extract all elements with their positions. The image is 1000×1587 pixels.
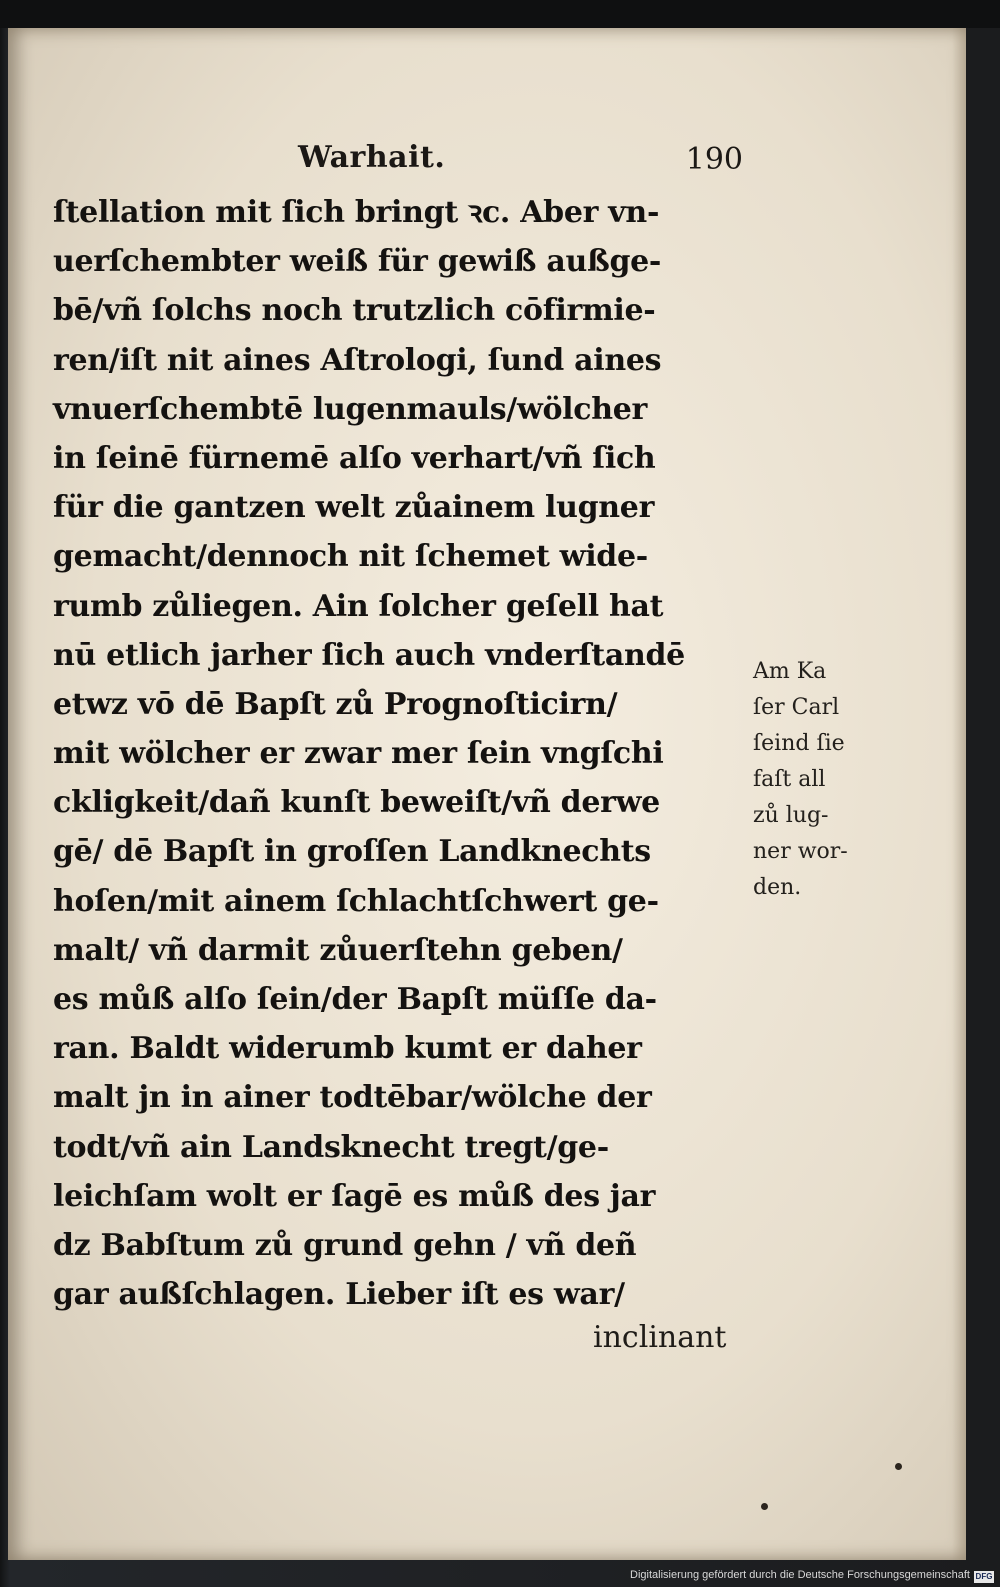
text-line: mit wölcher er zwar mer ſein vngſchi	[53, 736, 664, 772]
text-line: es můß alſo ſein/der Bapſt müſſe da‑	[53, 982, 657, 1017]
marginal-line: zů lug‑	[753, 803, 829, 828]
text-line: uerſchembter weiß für gewiß außge‑	[53, 244, 662, 280]
text-line: rumb zůliegen. Ain ſolcher geſell hat	[53, 588, 664, 624]
running-header	[298, 140, 743, 190]
text-line: hoſen/mit ainem ſchlachtſchwert ge‑	[53, 883, 659, 919]
text-line: malt jn in ainer todtēbar/wölche der	[53, 1080, 652, 1116]
text-line: todt/vñ ain Landsknecht tregt/ge‑	[53, 1129, 609, 1165]
book-cover-edge	[0, 0, 1000, 28]
text-line: in ſeinē fürnemē alſo verhart/vñ ſich	[53, 440, 656, 476]
dfg-logo: DFG	[975, 1572, 993, 1581]
digitization-credit: Digitalisierung gefördert durch die Deutsche Forschungsgemeinschaft	[630, 1569, 970, 1581]
marginal-line: Am Ka	[753, 659, 827, 684]
marginal-line: ner wor‑	[753, 839, 848, 864]
marginal-line: den.	[753, 875, 802, 900]
text-line: ckligkeit/dañ kunſt beweiſt/vñ derwe	[53, 785, 660, 821]
text-line: gar außſchlagen. Lieber iſt es war/	[53, 1277, 625, 1313]
marginal-line: ſeind ſie	[753, 731, 845, 756]
book-page	[8, 28, 966, 1560]
running-title: Warhait.	[298, 140, 446, 175]
text-line: bē/vñ ſolchs noch trutzlich cōfirmie‑	[53, 293, 656, 329]
marginal-note	[753, 654, 888, 906]
ink-speck	[761, 1503, 768, 1510]
text-line: nū etlich jarher ſich auch vnderſtandē	[53, 637, 685, 673]
text-line: für die gantzen welt zůainem lugner	[53, 490, 655, 526]
text-line: ran. Baldt widerumb kumt er daher	[53, 1031, 642, 1067]
text-line: leichſam wolt er ſagē es můß des jar	[53, 1178, 656, 1214]
main-text-block	[53, 188, 753, 1319]
text-line: malt/ vñ darmit zůuerſtehn geben/	[53, 932, 623, 968]
text-line: gē/ dē Bapſt in groſſen Landknechts	[53, 834, 651, 870]
marginal-line: faſt all	[753, 767, 826, 792]
text-line: gemacht/dennoch nit ſchemet wide‑	[53, 539, 648, 575]
marginal-line: ſer Carl	[753, 695, 840, 720]
text-line: etwz vō dē Bapſt zů Prognoſticirn/	[53, 686, 618, 722]
catchword: inclinant	[593, 1320, 727, 1355]
text-line: ſtellation mit ſich bringt ꝛc. Aber vn‑	[53, 195, 660, 230]
text-line: dz Babſtum zů grund gehn / vñ deñ	[53, 1227, 637, 1263]
page-number: 190	[685, 142, 743, 177]
ink-speck	[895, 1463, 902, 1470]
text-line: vnuerſchembtē lugenmauls/wölcher	[53, 391, 648, 427]
text-line: ren/iſt nit aines Aſtrologi, ſund aines	[53, 342, 662, 378]
